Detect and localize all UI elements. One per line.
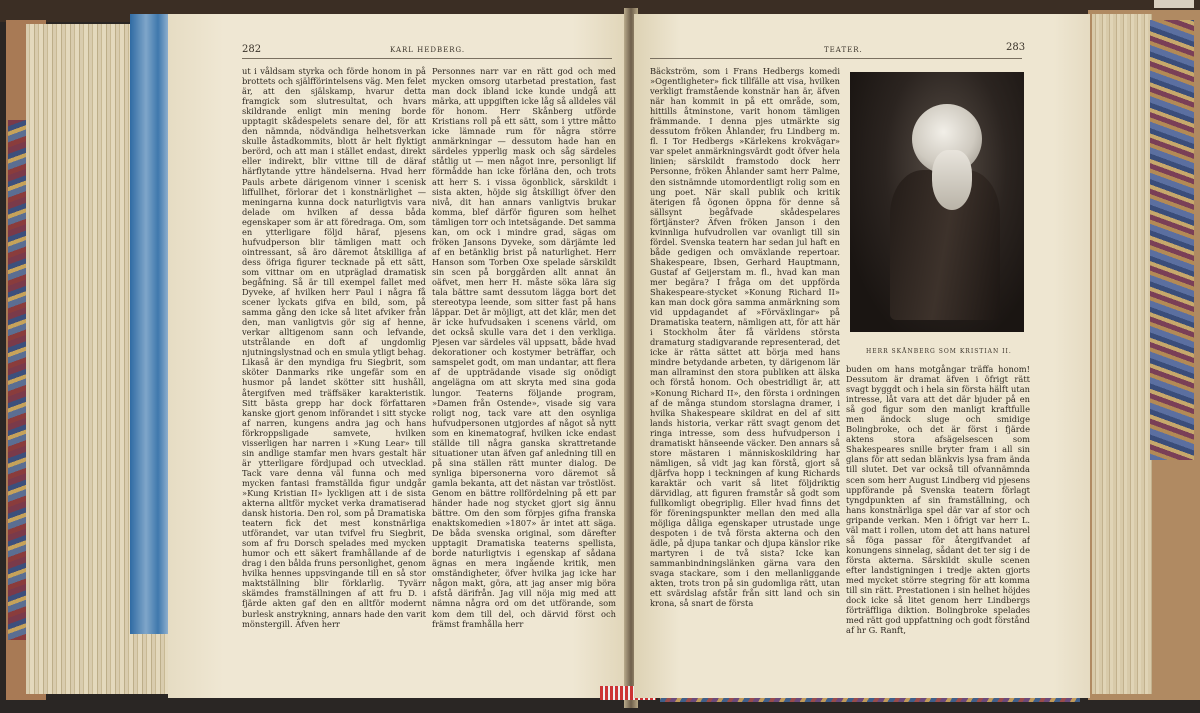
blue-paper-edge <box>130 14 170 634</box>
left-page-column-2: Personnes narr var en rätt god och med mycken omsorg utarbetad prestation, fast man dock ibland icke kunde undgå att märka, att uppgiften icke låg så alldeles väl för honom. Herr Skånberg utförde Kristians roll på ett sätt, som i yttre måtto icke lämnade rum för några större anmärkningar — dessutom hade han en särdeles ypperlig mask och såg särdeles ståtlig ut — men något inre, personligt lif förmådde han icke förläna den, och trots att herr S. i vissa ögonblick, särskildt i sista akten, höjde sig åtskilligt öfver den nivå, dit han annars vanligtvis brukar komma, blef därför figuren som helhet tämligen torr och intetsägande. Det samma kan, om ock i mindre grad, sägas om fröken Jansons Dyveke, som därjämte led af en betänklig brist på naturlighet. Herr Hanson som Torben Oxe spelade särskildt sin scen på borggården allt annat än oäfvet, men herr H. måste söka lära sig tala bättre samt dessutom lägga bort det stereotypa leende, som sitter fast på hans läppar. Det är möjligt, att det klär, men det är icke hufvudsaken i scenens värld, om det också skulle vara det i den verkliga. Pjesen var särdeles väl uppsatt, både hvad dekorationer och kostymer beträffar, och samspelet godt, om man undantar, att flera af de uppträdande visade sig onödigt angelägna om att skryta med sina goda lungor. Teaterns följande program, »Damen från Ostende», visade sig vara roligt nog, tack vare att den osynliga hufvudpersonen utgjordes af något så nytt som en kinematograf, hvilken icke endast ställde till några ganska skrattretande situationer utan äfven gaf anledning till en på sina ställen rätt munter dialog. De synliga bipersonerna voro däremot så gamla bekanta, att det nästan var tröstlöst. Genom en bättre rollfördelning på ett par händer hade nog stycket gjort sig ännu bättre. Om den som förpjes gifna franska enaktskomedien »1807» är intet att säga. De båda svenska original, som därefter upptagit Dramatiska teaterns spellista, borde naturligtvis i egenskap af sådana ägnas en mera ingående kritik, men omständigheter, öfver hvilka jag icke har någon makt, göra, att jag anser mig böra afstå därifrån. Jag vill nöja mig med att nämna några ord om det utförande, som kom dem till del, och därvid först och främst framhålla herr <box>432 66 616 629</box>
right-running-head: TEATER. <box>824 46 863 54</box>
left-page-number: 282 <box>242 44 262 55</box>
right-page-edges <box>1092 14 1152 694</box>
portrait-caption: HERR SKÅNBERG SOM KRISTIAN II. <box>866 348 1012 355</box>
right-page-number: 283 <box>1006 42 1026 53</box>
left-running-head: KARL HEDBERG. <box>390 46 466 54</box>
left-header-rule <box>242 58 612 59</box>
right-page-column-1: Bäckström, som i Frans Hedbergs komedi »Ogentligheter» fick tillfälle att visa, hvilken verkligt framstående konstnär han är, äfven när han kommit in på ett område, som, hittills åtminstone, varit honom tämligen främmande. I denna pjes utmärkte sig dessutom fröken Åhlander, fru Lindberg m. fl. I Tor Hedbergs »Kärlekens krokvägar» var spelet anmärkningsvärdt godt öfver hela linien; särskildt framstodo dock herr Personne, fröken Åhlander samt herr Palme, den sistnämnde utomordentligt rolig som en ung poet. När skall publik och kritik äterigen få ögonen öppna för denne så sällsynt begåfvade skådespelares förtjänster? Äfven fröken Janson i den kvinnliga hufvudrollen var ovanligt till sin fördel. Svenska teatern har sedan jul haft en både gedigen och omväxlande repertoar. Shakespeare, Ibsen, Gerhard Hauptmann, Gustaf af Geijerstam m. fl., hvad kan man mer begära? I fråga om det uppförda Shakespeare-stycket »Konung Richard II» kan man dock göra samma anmärkning som vid uppdagandet af »Förväxlingar» på Dramatiska teatern, nämligen att, för att här i Stockholm åter få världens största dramaturg stadigvarande representerad, det icke är rätta sättet att börja med hans mindre betydande arbeten, ty därigenom lär man allraminst den stora publiken att älska och förstå honom. Och obestridligt är, att »Konung Richard II», den första i ordningen af de många stundom storslagna dramer, i hvilka Shakespeare skildrat en del af sitt lands historia, verkar rätt svagt genom det ringa intresse, som dess hufvudperson i dramatiskt hänseende väcker. Den annars så store mästaren i människoskildring har nämligen, så vidt jag kan förstå, gjort så djärfva hopp i teckningen af kung Richards karaktär och varit så litet följdriktig därvidlag, att figuren framstår så godt som fullkomligt obegriplig. Eller hvad finns det för föreningspunkter mellan den med alla möjliga dåliga egenskaper utrustade unge despoten i de två första akterna och den ädle, på djupa tankar och djupa känslor rike martyren i de två sista? Icke kan sammanbindningslänken gärna vara den svaga stackare, som i den mellanliggande akten, trots tron på sin gudomliga rätt, utan ett svärdslag afstår från sitt land och sin krona, så snart de första <box>650 66 840 609</box>
left-page-column-1: ut i våldsam styrka och förde honom in på brottets och själfförintelsens väg. Men felet är, att den själskamp, hvarur detta framgick som slutresultat, och hvars skildrande enligt min mening borde upptagit skådespelets senare del, för att den nämnda, nödvändiga helhetsverkan skulle åstadkommits, blott är helt flyktigt berörd, och att man i stället endast, direkt eller indirekt, blir vittne till de däraf härflytande yttre händelserna. Hvad herr Pauls arbete därigenom vinner i scenisk liffullhet, förlorar det i konstnärlighet — meningarna kunna dock naturligtvis vara delade om hvilken af dessa båda egenskaper som är att föredraga. Om, som en ytterligare följd häraf, pjesens hufvudperson blir tämligen matt och ointressant, så äro däremot åtskilliga af dess öfriga figurer tecknade på ett sätt, som vittnar om en utpräglad dramatisk begåfning. Så är till exempel fallet med Dyveke, af hvilken herr Paul i några få scener lyckats gifva en bild, som, på samma gång den icke så litet afviker från den, man vanligtvis gör sig af henne, verkar alltigenom sann och lefvande, utstrålande en doft af ungdomlig njutningslystnad och en smula ytligt behag. Likaså är den myndiga fru Siegbrit, som sköter Danmarks rike ungefär som en husmor på landet skötter sitt hushåll, återgifven med träffsäker karakteristik. Sitt bästa grepp har dock författaren kanske gjort genom införandet i sitt stycke af narren, kungens andra jag och hans förkroppsligade samvete, hvilken visserligen har narren i »Kung Lear» till sin andlige stamfar men hvars gestalt här är ytterligare fördjupad och utvecklad. Tack vare denna väl funna och med mycken fantasi framställda figur undgår »Kung Kristian II» lyckligen att i de sista akterna alltför mycket verka dramatiserad dansk historia. Den rol, som på Dramatiska teatern fick det mest konstnärliga utförandet, var utan tvifvel fru Siegbrit, som af fru Dorsch spelades med mycken humor och ett säkert framhållande af de drag i den bålda fruns personlighet, genom hvilka hennes uppsvingande till en så stor maktställning blir förklarlig. Tyvärr skämdes framställningen af att fru D. i fjärde akten gaf den en alltför modernt burlesk anstrykning, annars hade den varit mönstergill. Äfven herr <box>242 66 426 629</box>
portrait-figure-beard <box>932 150 972 210</box>
measure-strip <box>1154 0 1194 8</box>
right-page-column-2: buden om hans motgångar träffa honom! Dessutom är dramat äfven i öfrigt rätt svagt byggdt och i hela sin första hälft utan intresse, låt vara att det där bjuder på en så god figur som den manligt kraftfulle men ändock sluge och smidige Bolingbroke, och det är först i fjärde aktens stora afsägelsescen som Shakespeares snille bryter fram i all sin glans för att sedan blänkvis lysa fram ända till slutet. Det var också till ofvannämnda scen som herr August Lindberg vid pjesens uppförande på Svenska teatern förlagt tyngdpunkten af sin framställning, och hans konstnärliga spel där var af stor och gripande verkan. Men i öfrigt var herr L. väl matt i rollen, utom det att hans naturel så föga passar för återgifvandet af konungens sinnelag, sådant det ter sig i de första akterna. Särskildt skulle scenen efter landstigningen i tredje akten gjorts med mycket större stegring för att komma till sin rätt. Prestationen i sin helhet höjdes dock icke så litet genom herr Lindbergs förträffliga diktion. Bolingbroke spelades med rätt god uppfattning och godt förstånd af hr G. Ranft, <box>846 364 1030 636</box>
right-header-rule <box>650 58 1022 59</box>
marbled-endpaper-right <box>1150 20 1194 460</box>
